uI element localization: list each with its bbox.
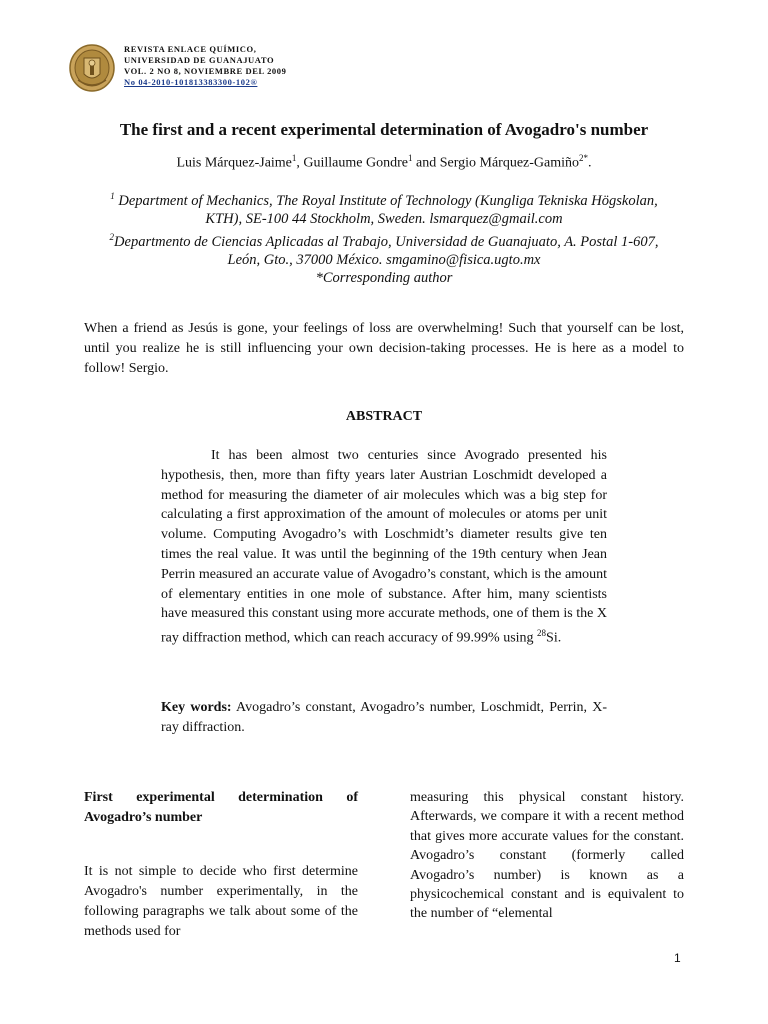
section-heading: First experimental determination of Avogadro’s number	[84, 790, 358, 825]
author-affil-marker: 1	[291, 153, 297, 163]
affil-marker: 1	[110, 191, 115, 201]
corresponding-author-note: *Corresponding author	[315, 269, 453, 286]
keywords-list: Avogadro’s constant, Avogadro’s number, Loschmidt, Perrin, X-ray diffraction.	[161, 700, 607, 735]
author-affil-marker: 1	[408, 153, 413, 163]
affiliation-line: KTH), SE-100 44 Stockholm, Sweden. lsmarquez@gmail.com	[205, 210, 563, 227]
abstract-text-end: Si.	[546, 630, 562, 646]
author-separator: ,	[296, 155, 304, 171]
author-name: Sergio Márquez-Gamiño	[439, 155, 580, 171]
author-name: Luis Márquez-Jaime	[176, 155, 292, 171]
affiliation-line: León, Gto., 37000 México. smgamino@fisica.ugto.mx	[227, 251, 541, 268]
author-affil-marker: 2*	[579, 153, 589, 163]
keywords-label: Key words:	[161, 700, 232, 715]
dedication-paragraph: When a friend as Jesús is gone, your feelings of loss are overwhelming! Such that yourself can be lost, until you realize he is still influencing your own decision-taking processes. He is here as a model to follow! Sergio.	[84, 321, 684, 376]
journal-volume: VOL. 2 NO 8, NOVIEMBRE DEL 2009	[124, 66, 287, 76]
author-name: Guillaume Gondre	[303, 155, 408, 171]
journal-university: UNIVERSIDAD DE GUANAJUATO	[124, 55, 275, 65]
author-end: .	[588, 155, 592, 171]
keywords	[161, 698, 607, 738]
affiliation-line: Department of Mechanics, The Royal Institute of Technology (Kungliga Tekniska Högskolan,	[114, 192, 658, 209]
author-separator: and	[412, 155, 440, 171]
journal-issn-link[interactable]: No 04-2010-101813383300-102®	[124, 77, 258, 87]
right-column	[410, 788, 684, 924]
section-paragraph: It is not simple to decide who first determine Avogadro's number experimentally, in the following paragraphs we talk about some of the methods used for	[84, 864, 358, 939]
page-number: 1	[674, 951, 681, 965]
author-list	[0, 153, 768, 172]
abstract-body	[161, 446, 607, 649]
affil-marker: 2	[109, 231, 115, 242]
affiliations	[60, 187, 708, 287]
abstract-heading: ABSTRACT	[345, 409, 423, 424]
journal-info	[124, 44, 286, 88]
section-paragraph-continued: measuring this physical constant history. Afterwards, we compare it with a recent method that gives more accurate values for the constant. Avogadro’s constant (formerly called Avogadro’s number) is known as a physicochemical constant and is equivalent to the number of “elemental	[410, 790, 684, 922]
affiliation-line: Departmento de Ciencias Aplicadas al Trabajo, Universidad de Guanajuato, A. Postal 1-607,	[114, 233, 659, 250]
journal-name: REVISTA ENLACE QUÍMICO,	[124, 44, 257, 54]
left-column	[84, 788, 358, 942]
isotope-superscript: 28	[537, 628, 547, 639]
paper-title: The first and a recent experimental determination of Avogadro's number	[119, 120, 649, 139]
abstract-text: It has been almost two centuries since Avogrado presented his hypothesis, then, more than fifty years later Austrian Loschmidt developed a method for measuring the diameter of air molecules which was a big step for calculating a first approximation of the amount of molecules or atoms per unit volume. Computing Avogadro’s with Loschmidt’s diameter results give ten times the real value. It was until the beginning of the 19th century when Jean Perrin measured an accurate value of Avogadro’s constant, which is the amount of elementary entities in one mole of substance. After him, many scientists have measured this constant using more accurate methods, one of them is the X ray diffraction method, which can reach accuracy of 99.99% using	[161, 448, 607, 646]
university-seal-icon	[68, 44, 116, 92]
